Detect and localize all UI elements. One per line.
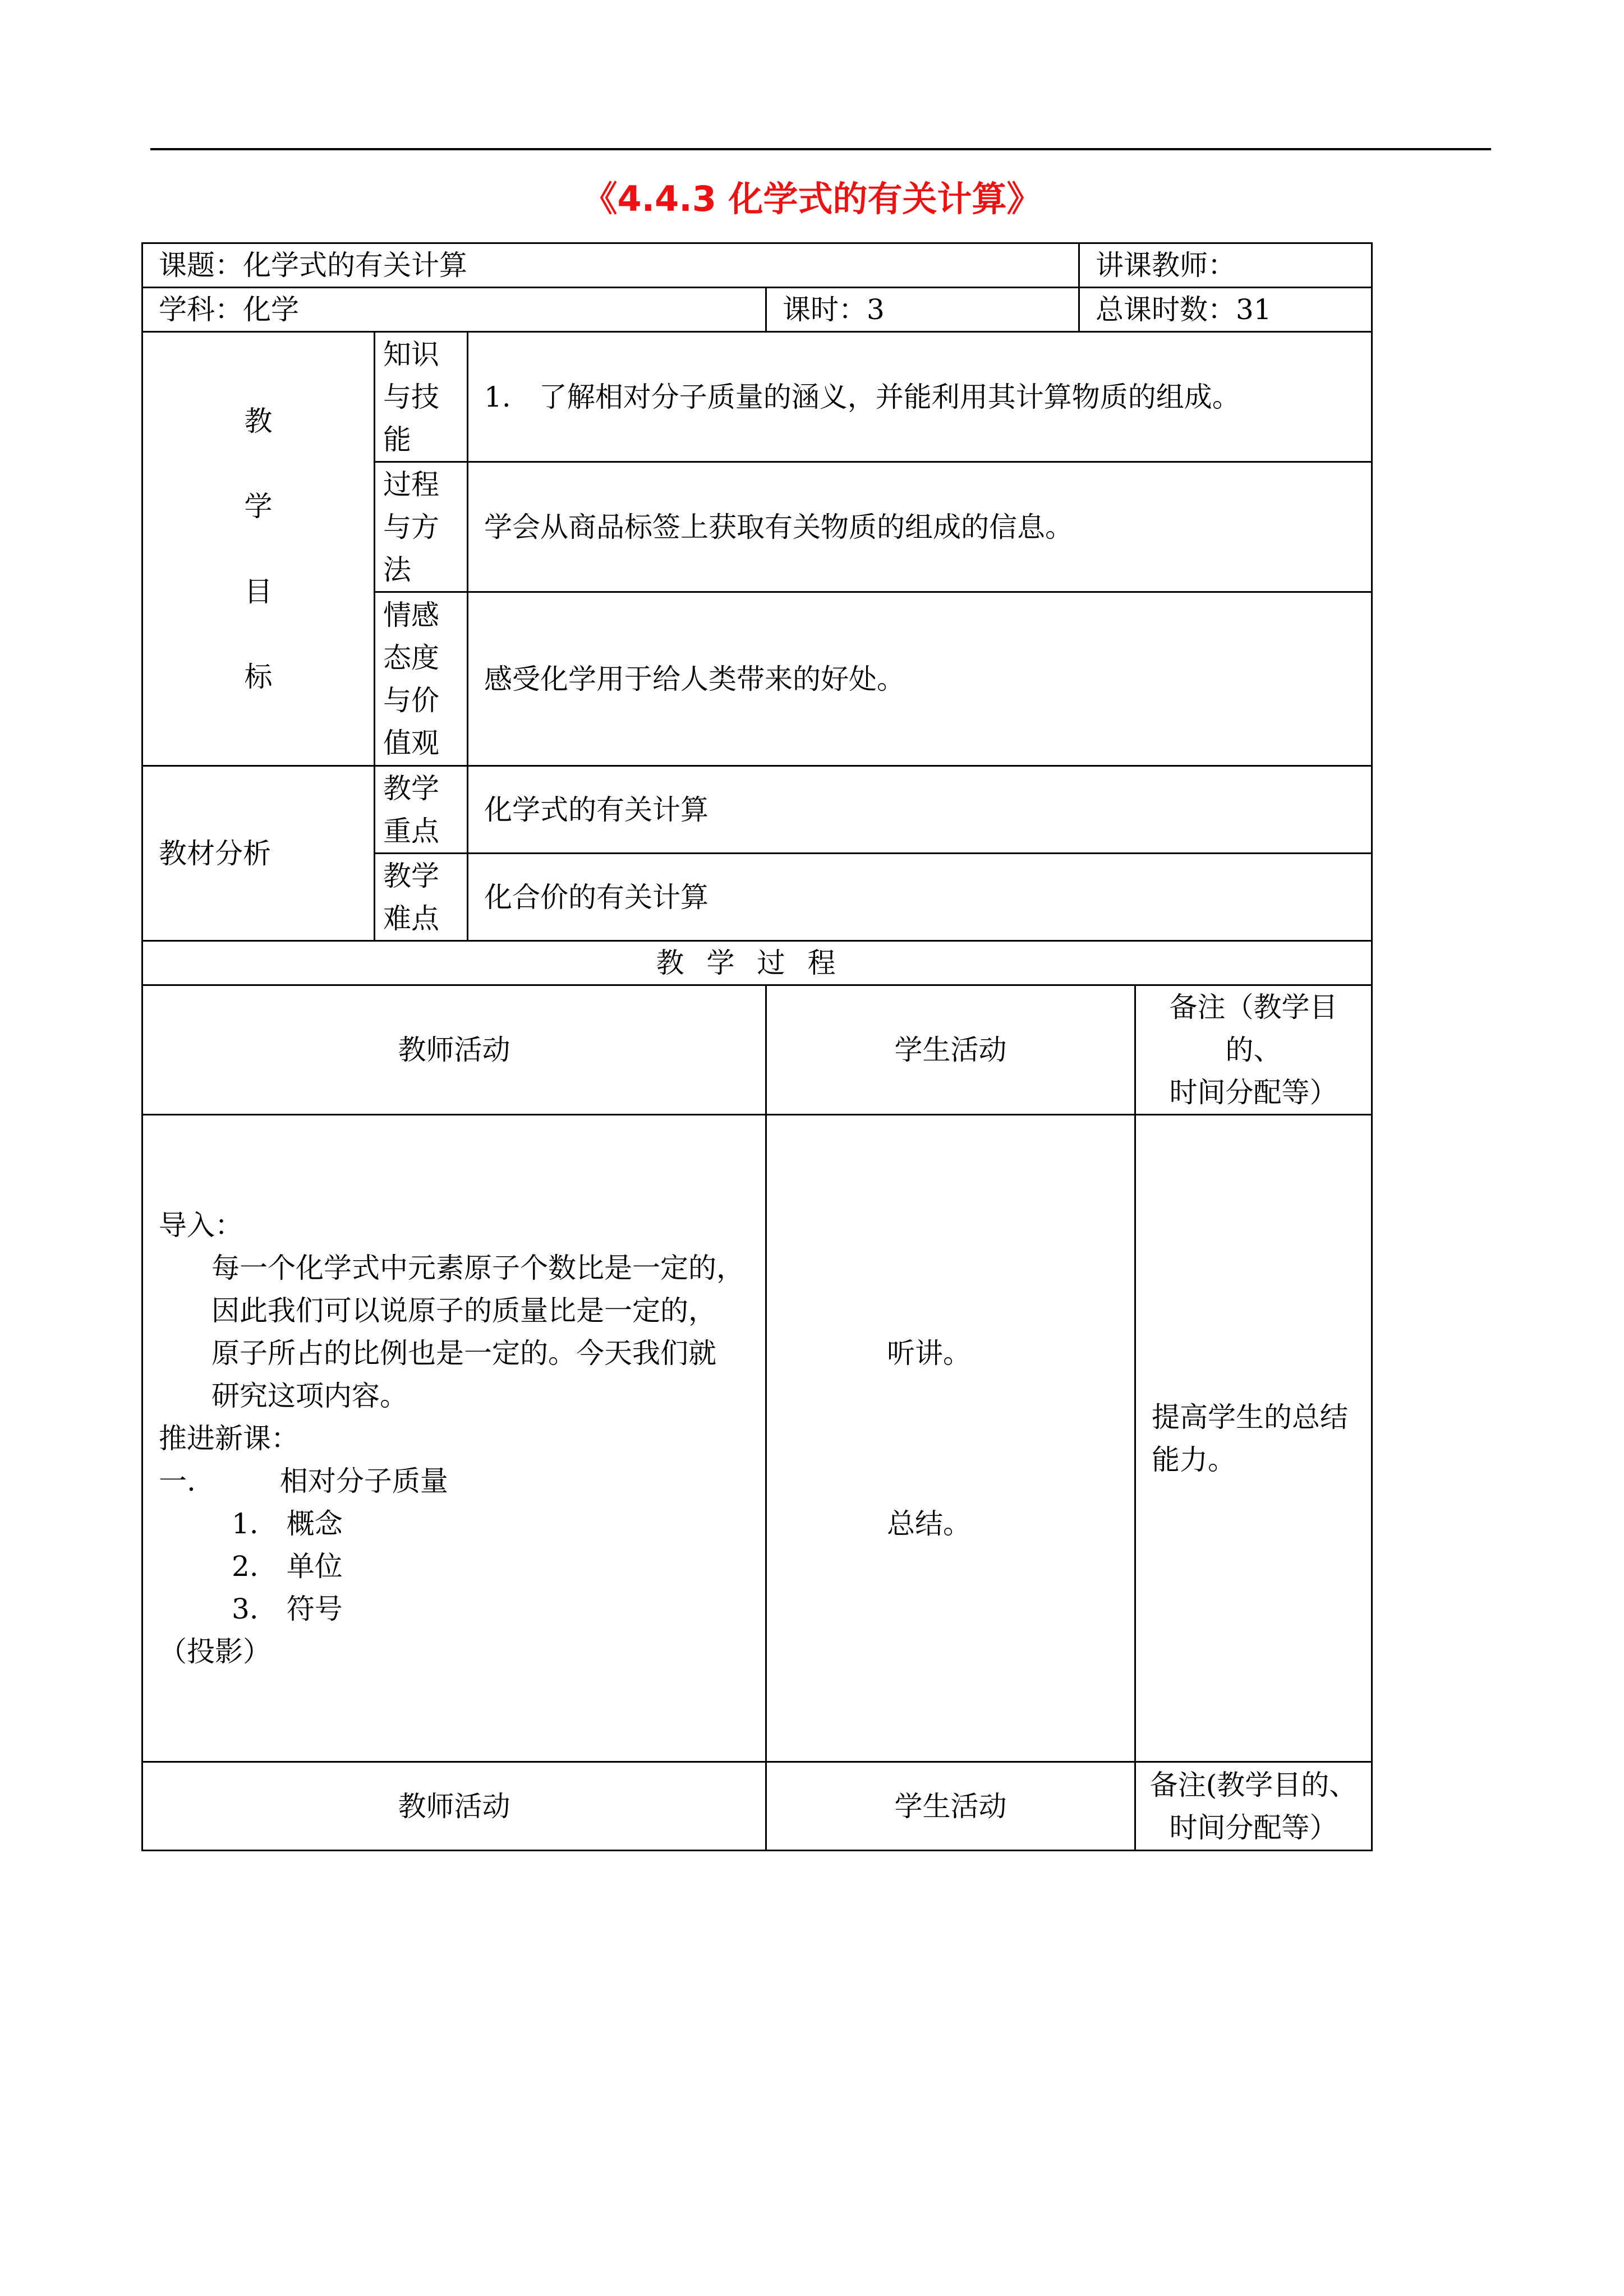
attitude-label — [375, 592, 468, 766]
projection-note: （投影） — [159, 1635, 271, 1668]
label-line: 与方 — [383, 510, 439, 543]
process-label — [375, 462, 468, 592]
label-line: 教学 — [383, 772, 439, 805]
point-item: 3. 符号 — [232, 1592, 343, 1625]
label-line: 知识 — [383, 338, 439, 371]
teacher-cell: 讲课教师： — [1079, 243, 1372, 288]
objectives-label — [142, 332, 375, 766]
objective-row-knowledge — [142, 332, 1372, 462]
intro-label: 导入： — [159, 1209, 243, 1242]
process-content: 学会从商品标签上获取有关物质的组成的信息。 — [468, 462, 1372, 592]
note-header-repeat — [1135, 1762, 1372, 1851]
point-item: 1. 概念 — [232, 1507, 343, 1540]
student-summary: 总结。 — [887, 1507, 971, 1540]
objectives-label-char: 学 — [244, 490, 273, 523]
note-header-line: 备注(教学目的、 — [1149, 1768, 1358, 1801]
note-header-line: 时间分配等） — [1169, 1811, 1338, 1844]
student-listen: 听讲。 — [887, 1336, 971, 1370]
analysis-row-key — [142, 766, 1372, 854]
activity-body-row — [142, 1115, 1372, 1762]
objectives-label-char: 标 — [244, 660, 273, 693]
student-activity-header-repeat: 学生活动 — [766, 1762, 1135, 1851]
subject-cell: 学科：化学 — [142, 288, 766, 332]
note-header-line: 备注（教学目的、 — [1169, 991, 1338, 1066]
label-line: 法 — [383, 553, 411, 586]
label-line: 教学 — [383, 859, 439, 892]
label-line: 态度 — [383, 641, 439, 674]
intro-line: 每一个化学式中元素原子个数比是一定的， — [211, 1251, 744, 1284]
topic-row — [142, 243, 1372, 288]
section-heading: 一. 相对分子质量 — [159, 1464, 448, 1497]
knowledge-label — [375, 332, 468, 462]
teacher-activity-cell — [142, 1115, 766, 1762]
label-line: 与价 — [383, 684, 439, 717]
label-line: 难点 — [383, 902, 439, 935]
attitude-content: 感受化学用于给人类带来的好处。 — [468, 592, 1372, 766]
teacher-activity-header-repeat: 教师活动 — [142, 1762, 766, 1851]
lesson-plan-table — [141, 242, 1373, 1851]
process-heading: 教学过程 — [142, 941, 1372, 985]
key-point-content: 化学式的有关计算 — [468, 766, 1372, 854]
note-line: 提高学生的总结 — [1152, 1400, 1348, 1433]
label-line: 能 — [383, 423, 411, 456]
teacher-activity-header: 教师活动 — [142, 985, 766, 1115]
analysis-label: 教材分析 — [142, 766, 375, 941]
period-cell: 课时：3 — [766, 288, 1079, 332]
label-line: 过程 — [383, 468, 439, 501]
student-activity-header: 学生活动 — [766, 985, 1135, 1115]
intro-line: 原子所占的比例也是一定的。今天我们就 — [211, 1336, 716, 1370]
header-rule — [150, 148, 1491, 150]
intro-line: 研究这项内容。 — [211, 1379, 408, 1412]
document-title: 《4.4.3 化学式的有关计算》 — [582, 178, 1042, 219]
subject-row — [142, 288, 1372, 332]
topic-cell: 课题：化学式的有关计算 — [142, 243, 1079, 288]
note-line: 能力。 — [1152, 1443, 1236, 1476]
knowledge-content: 1. 了解相对分子质量的涵义，并能利用其计算物质的组成。 — [468, 332, 1372, 462]
label-line: 情感 — [383, 598, 439, 631]
note-header-line: 时间分配等） — [1169, 1076, 1338, 1109]
note-header — [1135, 985, 1372, 1115]
total-periods-cell: 总课时数：31 — [1079, 288, 1372, 332]
columns-footer-row — [142, 1762, 1372, 1851]
label-line: 重点 — [383, 814, 439, 847]
columns-header-row — [142, 985, 1372, 1115]
point-item: 2. 单位 — [232, 1550, 343, 1583]
label-line: 与技 — [383, 380, 439, 413]
note-cell — [1135, 1115, 1372, 1762]
key-point-label — [375, 766, 468, 854]
objectives-label-char: 目 — [244, 575, 273, 608]
process-heading-row — [142, 941, 1372, 985]
difficult-point-label — [375, 854, 468, 941]
new-lesson-label: 推进新课： — [159, 1422, 299, 1455]
difficult-point-content: 化合价的有关计算 — [468, 854, 1372, 941]
objectives-label-char: 教 — [244, 404, 273, 437]
student-activity-cell — [766, 1115, 1135, 1762]
intro-line: 因此我们可以说原子的质量比是一定的， — [211, 1294, 716, 1327]
label-line: 值观 — [383, 726, 439, 759]
